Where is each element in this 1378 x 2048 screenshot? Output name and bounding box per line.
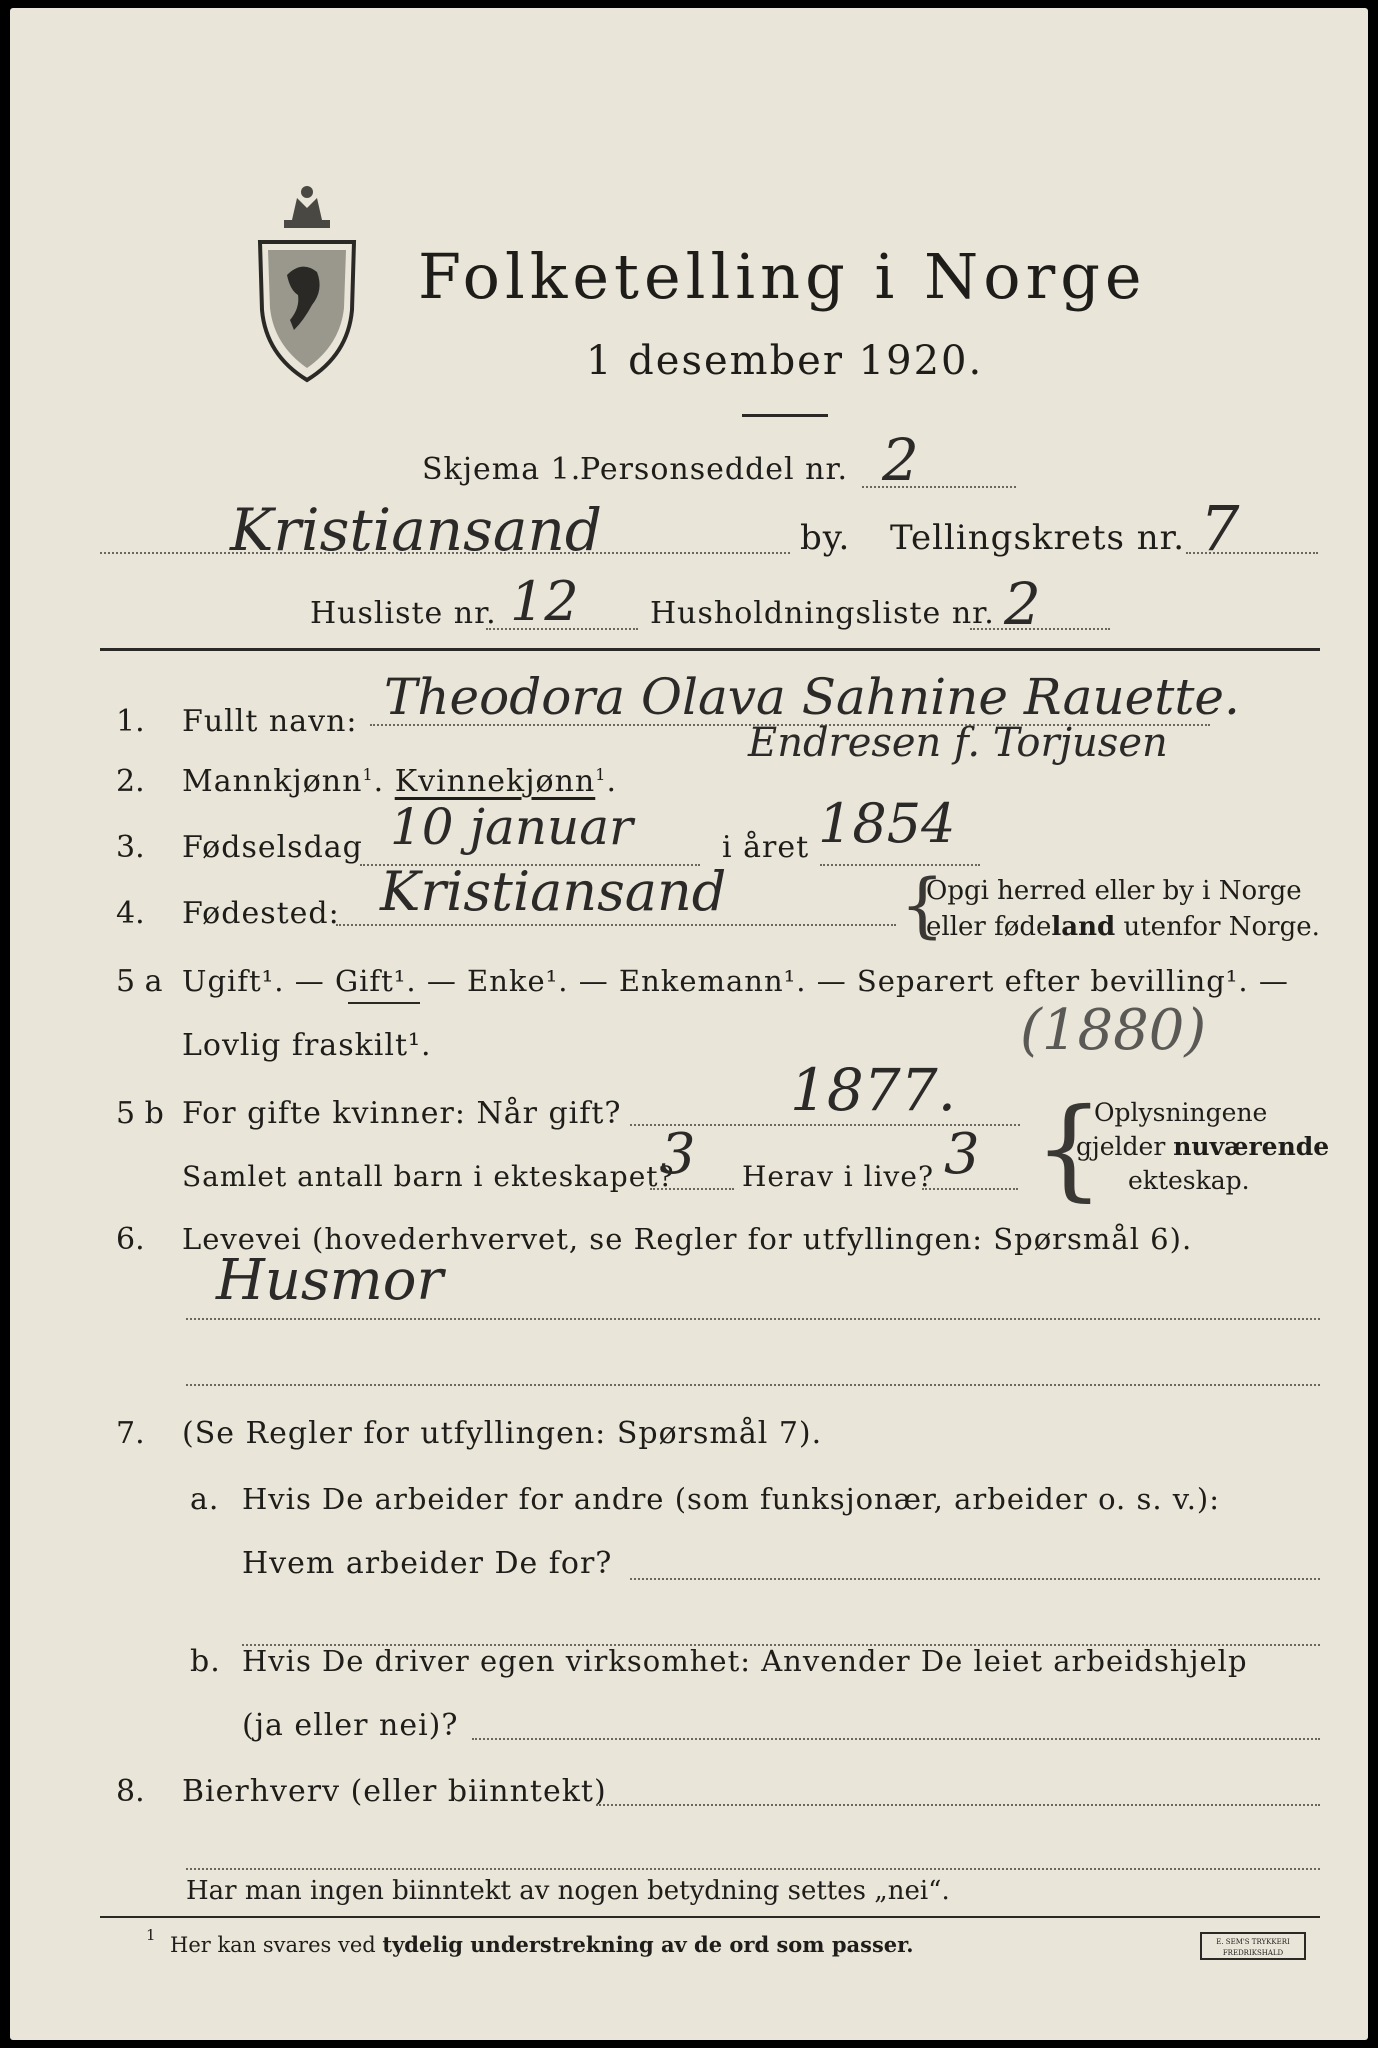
q5b-children-line [650, 1188, 734, 1190]
q5a-line1: Ugift¹. — Gift¹. — Enke¹. — Enkemann¹. — Separert efter bevilling¹. — [182, 964, 1289, 998]
q3-year-value: 1854 [818, 792, 956, 855]
q7-number: 7. [116, 1416, 145, 1451]
q5b-brace: { [1034, 1084, 1104, 1212]
q5a-gift-underline [348, 1002, 420, 1004]
personseddel-label: Personseddel nr. [580, 452, 849, 487]
q5a-annotation: (1880) [1020, 998, 1207, 1063]
income-note: Har man ingen biinntekt av nogen betydning settes „nei“. [186, 1876, 950, 1906]
q7b-letter: b. [190, 1644, 221, 1679]
q3-year-label: i året [722, 830, 810, 865]
q2-female-footnote: 1 [595, 765, 607, 784]
q2-male: Mannkjønn [182, 764, 363, 799]
q5b-alive-line [922, 1188, 1018, 1190]
q2-female: Kvinnekjønn [394, 764, 596, 799]
q7b-line [472, 1738, 1320, 1740]
q4-number: 4. [116, 896, 145, 931]
title-rule [742, 414, 828, 417]
q7a-line-a [630, 1578, 1320, 1580]
form-title: Folketelling i Norge [418, 240, 1147, 313]
q5b-married-value: 1877. [790, 1056, 957, 1124]
q8-label: Bierhverv (eller biinntekt) [182, 1774, 607, 1809]
census-date: 1 desember 1920. [586, 338, 984, 384]
q1-value-line1: Theodora Olava Sahnine Rauette. [384, 668, 1240, 726]
q4-brace: { [900, 864, 945, 946]
q3-label: Fødselsdag [182, 830, 363, 865]
q2-number: 2. [116, 764, 145, 799]
q7a-line2: Hvem arbeider De for? [242, 1546, 613, 1581]
q5b-label2: Samlet antall barn i ekteskapet? [182, 1160, 675, 1193]
husliste-value: 12 [510, 570, 579, 633]
q2-end-dot: . [606, 764, 617, 799]
husholdning-value: 2 [1004, 570, 1041, 638]
q6-line2 [186, 1384, 1320, 1386]
q3-day-value: 10 januar [390, 798, 633, 856]
q4-value: Kristiansand [380, 860, 727, 923]
q5b-note-line2: gjelder nuværende [1076, 1132, 1330, 1161]
tellingskrets-label: Tellingskrets nr. [890, 518, 1186, 558]
q5b-label3: Herav i live? [742, 1160, 934, 1193]
q1-number: 1. [116, 704, 145, 739]
q5b-note-line1: Oplysningene [1094, 1098, 1268, 1127]
q2-options: Mannkjønn$^1$. Kvinnekjønn$^1$. [182, 764, 617, 799]
q7a-letter: a. [190, 1482, 220, 1517]
q3-number: 3. [116, 830, 145, 865]
q7a-line1: Hvis De arbeider for andre (som funksjonær, arbeider o. s. v.): [242, 1482, 1221, 1516]
q4-note-line1: Opgi herred eller by i Norge [926, 876, 1302, 906]
footnote: Her kan svares ved tydelig understrekning av de ord som passer. [170, 1932, 914, 1957]
q8-number: 8. [116, 1774, 145, 1809]
printer-stamp-line1: E. SEM'S TRYKKERI [1216, 1938, 1290, 1946]
q4-label: Fødested: [182, 896, 340, 931]
q5b-children-value: 3 [660, 1122, 696, 1187]
q1-value-line2: Endresen f. Torjusen [748, 720, 1168, 766]
q1-label: Fullt navn: [182, 704, 358, 739]
footnote-mark: 1 [146, 1926, 156, 1944]
q4-line [336, 924, 896, 926]
coat-of-arms-icon [252, 180, 362, 390]
tellingskrets-value: 7 [1200, 492, 1240, 565]
printer-stamp-line2: FREDRIKSHALD [1222, 1949, 1284, 1957]
personseddel-value: 2 [882, 426, 919, 494]
husliste-label: Husliste nr. [310, 596, 497, 631]
q7-label: (Se Regler for utfyllingen: Spørsmål 7). [182, 1416, 823, 1451]
q7b-line1: Hvis De driver egen virksomhet: Anvender De leiet arbeidshjelp [242, 1644, 1248, 1678]
q6-line1 [186, 1318, 1320, 1320]
q6-value: Husmor [216, 1248, 444, 1313]
husholdning-label: Husholdningsliste nr. [650, 596, 995, 631]
q5b-number: 5 b [116, 1096, 164, 1131]
city-value: Kristiansand [230, 496, 602, 564]
header-rule [100, 648, 1320, 651]
footer-rule [100, 1916, 1320, 1918]
q6-label: Levevei (hovederhvervet, se Regler for utfyllingen: Spørsmål 6). [182, 1222, 1193, 1256]
q5b-label1: For gifte kvinner: Når gift? [182, 1096, 622, 1131]
q4-note-line2: eller fødeland utenfor Norge. [926, 912, 1320, 942]
q5a-number: 5 a [116, 964, 163, 999]
q5a-line2: Lovlig fraskilt¹. [182, 1028, 432, 1063]
census-form [10, 8, 1368, 2040]
q8-line2 [186, 1868, 1320, 1870]
printer-stamp [1200, 1932, 1306, 1960]
q5b-note-line3: ekteskap. [1128, 1166, 1250, 1195]
q7b-line2: (ja eller nei)? [242, 1708, 459, 1743]
q5b-alive-value: 3 [944, 1122, 980, 1187]
by-label: by. [800, 518, 851, 558]
q8-line1 [596, 1804, 1320, 1806]
schema-label: Skjema 1. [422, 452, 582, 487]
q2-male-footnote: 1 [362, 765, 374, 784]
q6-number: 6. [116, 1222, 145, 1257]
